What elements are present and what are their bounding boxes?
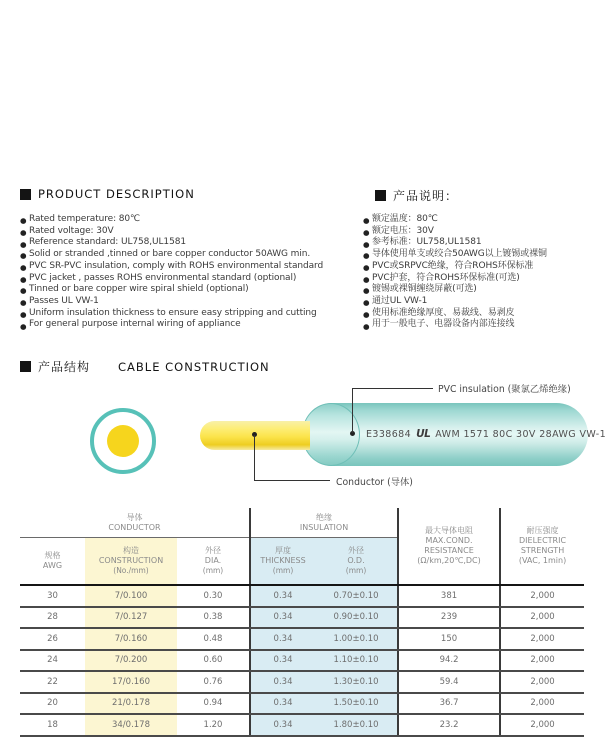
product-description-heading-zh: [375, 187, 458, 204]
group-header-conductor: [20, 508, 250, 538]
group-header-row: [20, 508, 584, 538]
print-cert-number: E338684: [366, 428, 412, 440]
group-zh: 导体: [126, 512, 143, 522]
list-item: ● For general purpose internal wiring of appliance: [20, 319, 370, 331]
list-item: ● PVC护套，符合ROHS环保标准(可选): [363, 273, 598, 285]
header-dielectric-strength: 耐压强度 DIELECTRIC STRENGTH (VAC, 1min): [500, 508, 584, 585]
spec-table: [20, 508, 584, 737]
table-row: 22 17/0.160 0.76 0.34 1.30±0.10 59.4 2,000: [20, 671, 584, 693]
table-row: 24 7/0.200 0.60 0.34 1.10±0.10 94.2 2,000: [20, 650, 584, 672]
header-max-resistance: 最大导体电阻 MAX.COND. RESISTANCE (Ω/km,20℃,DC): [398, 508, 500, 585]
conductor-label: Conductor (导体): [336, 477, 413, 488]
group-header-insulation: [250, 508, 398, 538]
description-list-en: [20, 214, 370, 331]
table-row: 18 34/0.178 1.20 0.34 1.80±0.10 23.2 2,000: [20, 714, 584, 736]
table-row: 28 7/0.127 0.38 0.34 0.90±0.10 239 2,000: [20, 607, 584, 629]
product-description-heading: [20, 187, 195, 201]
list-item: ● Passes UL VW-1: [20, 296, 370, 308]
leader-line-conductor-horizontal: [254, 480, 330, 481]
list-item: ● PVC SR-PVC insulation, comply with ROHS environmental standard: [20, 261, 370, 273]
leader-line-insulation-horizontal: [352, 388, 433, 389]
print-rating: AWM 1571 80C 30V 28AWG VW-1: [435, 428, 606, 440]
list-item: ● Uniform insulation thickness to ensure easy stripping and cutting: [20, 308, 370, 320]
list-item: ● 通过UL VW-1: [363, 296, 598, 308]
heading-text: PRODUCT DESCRIPTION: [38, 187, 195, 201]
black-square-icon: [20, 189, 31, 200]
table-row: 26 7/0.160 0.48 0.34 1.00±0.10 150 2,000: [20, 628, 584, 650]
table-row: 30 7/0.100 0.30 0.34 0.70±0.10 381 2,000: [20, 585, 584, 607]
cable-cross-section-conductor: [107, 425, 139, 457]
header-dia: 外径 DIA. (mm): [177, 538, 250, 586]
list-item: ● 额定电压：30V: [363, 226, 598, 238]
list-item: ● 使用标准绝缘厚度、易裁线、易剥皮: [363, 308, 598, 320]
heading-text-en: CABLE CONSTRUCTION: [118, 359, 270, 374]
list-item: ● 用于一般电子、电器设备内部连接线: [363, 319, 598, 331]
list-item: ● 镀锡或裸铜缠绕屏蔽(可选): [363, 284, 598, 296]
group-en: INSULATION: [299, 522, 349, 532]
header-construction: 构造 CONSTRUCTION (No./mm): [85, 538, 177, 586]
black-square-icon: [375, 190, 386, 201]
list-item: ● Tinned or bare copper wire spiral shield (optional): [20, 284, 370, 296]
spec-table-container: [20, 508, 584, 737]
list-item: ● Solid or stranded ,tinned or bare copper conductor 50AWG min.: [20, 249, 370, 261]
header-awg: 规格 AWG: [20, 538, 85, 586]
group-en: CONDUCTOR: [108, 522, 161, 532]
leader-line-conductor-vertical: [254, 435, 255, 481]
list-item: ● Rated voltage: 30V: [20, 226, 370, 238]
list-item: ● 额定温度：80℃: [363, 214, 598, 226]
description-list-zh: [363, 214, 598, 331]
black-square-icon: [20, 361, 31, 372]
heading-text-zh: 产品结构: [38, 360, 91, 374]
list-item: ● Rated temperature: 80℃: [20, 214, 370, 226]
cable-construction-heading: [20, 358, 270, 375]
group-zh: 绝缘: [316, 512, 333, 522]
header-od: 外径 O.D. (mm): [315, 538, 398, 586]
list-item: ● 参考标准：UL758,UL1581: [363, 237, 598, 249]
heading-text: 产品说明：: [393, 189, 459, 203]
leader-line-insulation-vertical: [352, 388, 353, 433]
list-item: ● PVC jacket , passes ROHS environmental standard (optional): [20, 273, 370, 285]
list-item: ● PVC或SRPVC绝缘，符合ROHS环保标准: [363, 261, 598, 273]
list-item: ● 导体使用单支或绞合50AWG以上镀锡或裸铜: [363, 249, 598, 261]
insulation-label: PVC insulation (聚氯乙烯绝缘): [438, 384, 571, 395]
ul-mark-icon: UL: [416, 428, 431, 440]
cable-print-text: [366, 428, 606, 440]
list-item: ● Reference standard: UL758,UL1581: [20, 237, 370, 249]
table-row: 20 21/0.178 0.94 0.34 1.50±0.10 36.7 2,000: [20, 693, 584, 715]
header-thickness: 厚度 THICKNESS (mm): [250, 538, 315, 586]
